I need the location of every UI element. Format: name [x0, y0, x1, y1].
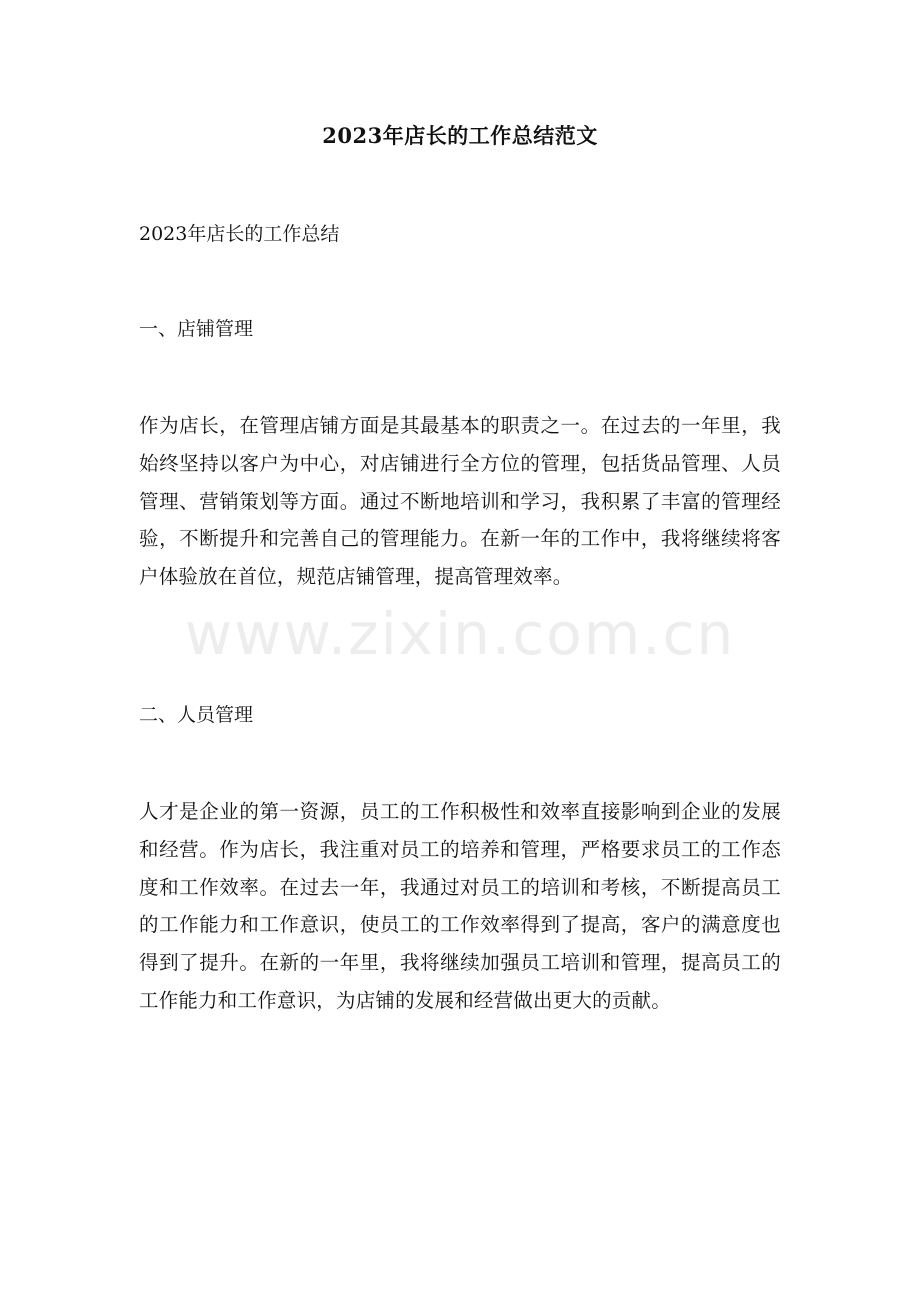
document-title: 2023年店长的工作总结范文: [322, 123, 598, 148]
document-subtitle: 2023年店长的工作总结: [139, 223, 340, 245]
section-heading-store-management: 一、店铺管理: [139, 318, 254, 340]
section-heading-staff-management: 二、人员管理: [139, 704, 254, 726]
section-body-staff-management: 人才是企业的第一资源，员工的工作积极性和效率直接影响到企业的发展和经营。作为店长，我注重对员工的培养和管理，严格要求员工的工作态度和工作效率。在过去一年，我通过对员工的培训和考核，不断提高员工的工作能力和工作意识，使员工的工作效率得到了提高，客户的满意度也得到了提升。在新的一年里，我将继续加强员工培训和管理，提高员工的工作能力和工作意识，为店铺的发展和经营做出更大的贡献。: [139, 800, 781, 1012]
watermark: www.zixin.com.cn: [184, 600, 736, 668]
section-body-store-management: 作为店长，在管理店铺方面是其最基本的职责之一。在过去的一年里，我始终坚持以客户为中心，对店铺进行全方位的管理，包括货品管理、人员管理、营销策划等方面。通过不断地培训和学习，我积累了丰富的管理经验，不断提升和完善自己的管理能力。在新一年的工作中，我将继续将客户体验放在首位，规范店铺管理，提高管理效率。: [139, 414, 781, 589]
